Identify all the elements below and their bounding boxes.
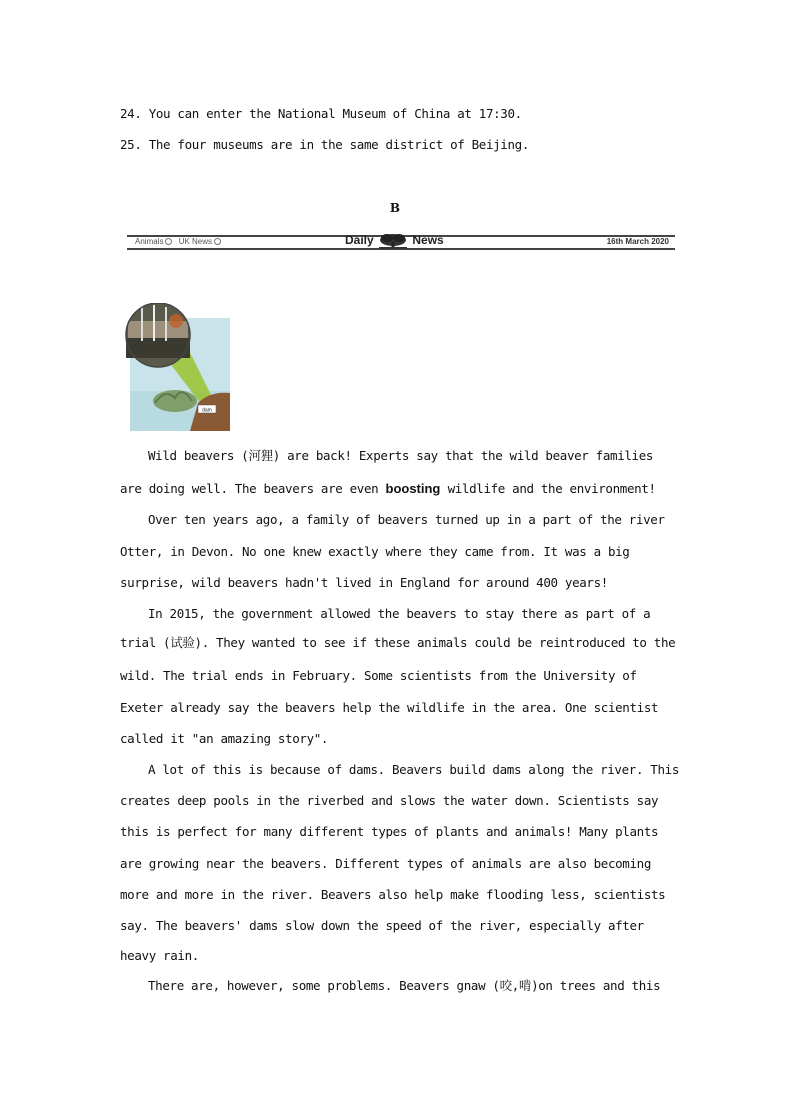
article-p3-line1: In 2015, the government allowed the beavers to stay there as part of a (148, 606, 651, 621)
article-p3-line3: wild. The trial ends in February. Some scientists from the University of (120, 668, 637, 683)
article-p1-line1: Wild beavers (河狸) are back! Experts say that the wild beaver families (148, 448, 654, 463)
article-p4-line4: are growing near the beavers. Different types of animals are also becoming (120, 856, 651, 871)
tree-logo-icon (377, 232, 409, 250)
newspaper-masthead (127, 232, 675, 254)
masthead-title-right: News (412, 233, 444, 248)
question-24: 24. You can enter the National Museum of China at 17:30. (120, 106, 522, 121)
masthead-uk-news: UK News (178, 237, 213, 246)
beaver-dam-illustration (120, 303, 232, 433)
article-p1-line2-a: are doing well. The beavers are even (120, 481, 386, 496)
question-25: 25. The four museums are in the same district of Beijing. (120, 137, 530, 152)
article-p5-line1: There are, however, some problems. Beavers gnaw (咬,啃)on trees and this (148, 978, 661, 993)
article-p4-line1: A lot of this is because of dams. Beavers build dams along the river. This (148, 762, 679, 777)
masthead-left-links (135, 237, 225, 246)
article-p4-line2: creates deep pools in the riverbed and slows the water down. Scientists say (120, 793, 659, 808)
article-p2-line3: surprise, wild beavers hadn't lived in England for around 400 years! (120, 575, 608, 590)
article-p2-line2: Otter, in Devon. No one knew exactly where they came from. It was a big (120, 544, 630, 559)
dam-label: dam (202, 407, 212, 414)
article-p4-line6: say. The beavers' dams slow down the speed of the river, especially after (120, 918, 644, 933)
article-p4-line5: more and more in the river. Beavers also help make flooding less, scientists (120, 887, 666, 902)
globe-icon (214, 238, 221, 245)
article-p1-line2 (120, 481, 656, 497)
masthead-animals: Animals (135, 237, 164, 246)
article-p3-line2: trial (试验). They wanted to see if these animals could be reintroduced to the (120, 635, 676, 650)
article-p2-line1: Over ten years ago, a family of beavers turned up in a part of the river (148, 512, 665, 527)
article-p4-line7: heavy rain. (120, 948, 199, 963)
article-p1-line2-b: wildlife and the environment! (440, 481, 656, 496)
section-label: B (389, 201, 401, 215)
article-p4-line3: this is perfect for many different types of plants and animals! Many plants (120, 824, 659, 839)
masthead-title-left: Daily (345, 233, 374, 248)
circle-icon (165, 238, 172, 245)
article-p3-line5: called it "an amazing story". (120, 731, 329, 746)
masthead-title (345, 232, 444, 250)
masthead-date: 16th March 2020 (606, 237, 669, 246)
highlight-word-boosting: boosting (385, 481, 441, 496)
article-p3-line4: Exeter already say the beavers help the wildlife in the area. One scientist (120, 700, 659, 715)
